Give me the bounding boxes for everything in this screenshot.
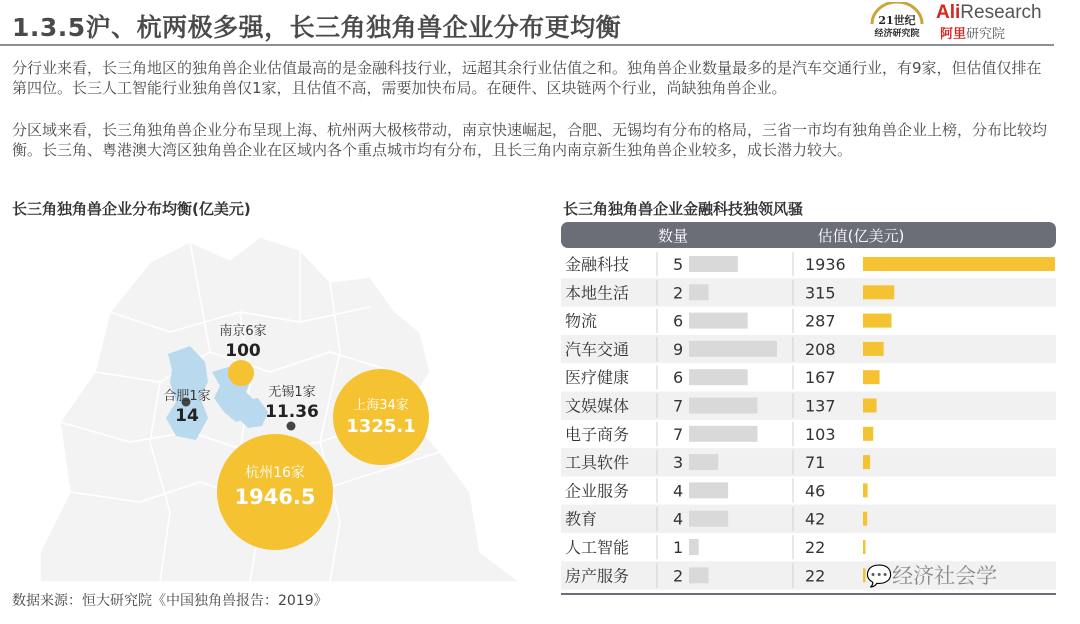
value-label: 46 (805, 481, 826, 501)
count-label: 2 (673, 566, 684, 586)
city-hangzhou (217, 434, 333, 550)
industry-label: 房产服务 (565, 566, 630, 586)
watermark (866, 560, 997, 590)
count-bar (689, 539, 699, 555)
industry-label: 文娱媒体 (565, 396, 630, 416)
city-shanghai (333, 369, 429, 465)
wechat-icon: 💬 (866, 564, 893, 588)
value-bar (863, 540, 866, 554)
count-bar (689, 369, 748, 385)
industry-label: 物流 (565, 311, 598, 331)
count-label: 7 (673, 396, 684, 416)
count-label: 9 (673, 339, 684, 359)
industry-label: 本地生活 (565, 283, 630, 303)
logo-ali-sub-gray: 研究院 (966, 26, 1006, 41)
logo-21-top-text: 21世纪 (878, 14, 916, 27)
industry-label: 医疗健康 (565, 368, 630, 388)
logo-ali-bold: Ali (936, 2, 961, 23)
value-label: 287 (805, 311, 836, 331)
value-bar (863, 370, 880, 384)
count-label: 3 (673, 453, 684, 473)
wuxi-value: 11.36 (265, 402, 319, 422)
table-header-bg (561, 222, 1056, 248)
table-title: 长三角独角兽企业金融科技独领风骚 (563, 200, 804, 218)
count-bar (689, 398, 757, 414)
map-title: 长三角独角兽企业分布均衡(亿美元) (12, 200, 251, 218)
count-label: 4 (673, 509, 684, 529)
count-bar (689, 482, 728, 498)
hefei-label: 合肥1家 (163, 389, 211, 404)
logo-21-century (868, 2, 926, 40)
value-bar (863, 314, 891, 328)
hangzhou-value: 1946.5 (234, 485, 316, 509)
industry-label: 汽车交通 (565, 339, 630, 359)
wuxi-label: 无锡1家 (268, 385, 316, 400)
shanghai-label: 上海34家 (353, 398, 409, 413)
hefei-value: 14 (175, 406, 199, 426)
shanghai-value: 1325.1 (346, 416, 416, 437)
logo-ali-sub-red: 阿里 (940, 26, 967, 41)
value-label: 22 (805, 538, 826, 557)
data-source: 数据来源：恒大研究院《中国独角兽报告：2019》 (12, 593, 328, 609)
value-label: 42 (805, 509, 826, 529)
value-label: 22 (805, 566, 826, 586)
count-bar (689, 284, 709, 300)
industry-table (561, 222, 1056, 596)
page-title: 1.3.5沪、杭两极多强，长三角独角兽企业分布更均衡 (12, 13, 622, 42)
count-label: 4 (673, 481, 684, 501)
wuxi-dot (287, 422, 296, 431)
count-bar (689, 454, 718, 470)
count-bar (689, 567, 709, 583)
header-value: 估值(亿美元) (817, 227, 905, 245)
header-count: 数量 (657, 227, 689, 245)
value-label: 103 (805, 424, 836, 444)
count-label: 6 (673, 311, 684, 331)
count-bar (689, 313, 748, 329)
value-label: 71 (805, 453, 826, 473)
value-bar (863, 257, 1055, 271)
nanjing-value: 100 (225, 341, 261, 361)
industry-label: 企业服务 (565, 481, 630, 501)
logo-ali-rest: Research (960, 2, 1042, 23)
nanjing-label: 南京6家 (219, 324, 267, 339)
industry-label: 金融科技 (565, 255, 630, 274)
industry-label: 电子商务 (565, 424, 630, 444)
intro-paragraph-industry: 分行业来看，长三角地区的独角兽企业估值最高的是金融科技行业，远超其余行业估值之和。独角兽企业数量最多的是汽车交通行业，有9家，但估值仅排在第四位。长三人工智能行业独角兽仅1家，且估值不高，需要加快布局。在硬件、区块链两个行业，尚缺独角兽企业。 (12, 59, 1042, 97)
industry-label: 工具软件 (565, 453, 630, 473)
value-bar (863, 399, 877, 413)
count-label: 2 (673, 283, 684, 303)
value-label: 208 (805, 339, 836, 359)
value-label: 1936 (805, 255, 846, 274)
value-bar (863, 285, 894, 299)
count-bar (689, 511, 728, 527)
value-bar (863, 342, 884, 356)
value-bar (863, 512, 867, 526)
count-bar (689, 426, 757, 442)
industry-label: 教育 (565, 509, 598, 529)
count-label: 5 (673, 255, 684, 274)
logo-21-bottom-text: 经济研究院 (874, 29, 920, 39)
value-bar (863, 455, 870, 469)
industry-label: 人工智能 (565, 538, 630, 557)
count-bar (689, 256, 738, 272)
count-label: 7 (673, 424, 684, 444)
value-label: 137 (805, 396, 836, 416)
count-bar (689, 341, 777, 357)
count-label: 6 (673, 368, 684, 388)
count-label: 1 (673, 538, 684, 557)
yangtze-delta-map (0, 222, 560, 592)
watermark-text: 经济社会学 (892, 564, 998, 588)
table-rows (561, 252, 1056, 590)
title-divider (0, 44, 1054, 46)
nanjing-bubble (228, 360, 254, 386)
intro-paragraph-region: 分区域来看，长三角独角兽企业分布呈现上海、杭州两大极核带动，南京快速崛起，合肥、无锡均有分布的格局，三省一市均有独角兽企业上榜，分布比较均衡。长三角、粤港澳大湾区独角兽企业在区域内各个重点城市均有分布，且长三角内南京新生独角兽企业较多，成长潜力较大。 (12, 121, 1048, 159)
value-bar (863, 483, 868, 497)
value-label: 167 (805, 368, 836, 388)
value-label: 315 (805, 283, 836, 303)
hangzhou-label: 杭州16家 (245, 465, 305, 481)
value-bar (863, 427, 873, 441)
logo-ali-research (936, 3, 1042, 42)
